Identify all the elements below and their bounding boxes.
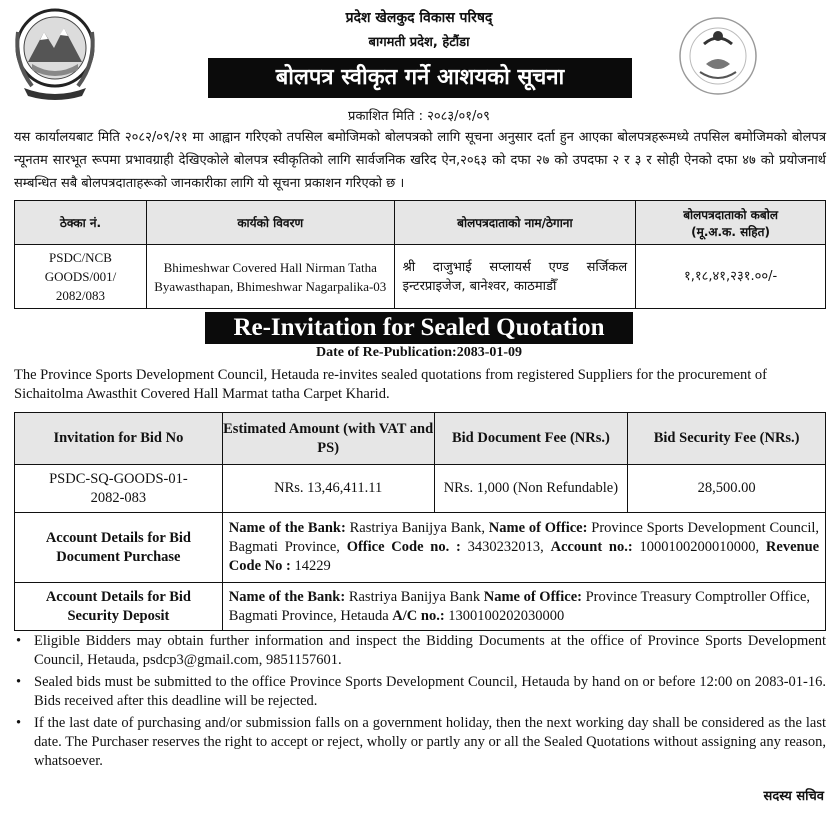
table-row	[15, 245, 826, 309]
office-value: Province Treasury Comptroller Office, Bagmati Province, Hetauda	[228, 588, 811, 624]
account-security-label: Account Details for Bid Security Deposit	[15, 583, 223, 631]
bullet-icon: •	[16, 633, 22, 649]
account-label: Account no.:	[550, 539, 633, 555]
office-label: Name of Office:	[488, 520, 588, 536]
signature: सदस्य सचिव	[763, 789, 824, 804]
account-security-details	[222, 583, 825, 631]
header-estimated: Estimated Amount (with VAT and PS)	[222, 413, 434, 465]
office-value: Province Sports Development Council, Bagmati Province,	[228, 520, 819, 555]
bullet-icon: •	[16, 715, 22, 731]
table-row	[15, 513, 826, 583]
account-value: 1000100200010000,	[639, 539, 760, 555]
table-row	[15, 465, 826, 513]
office-code-value: 3430232013,	[467, 539, 544, 555]
bid-table-header	[15, 413, 826, 465]
office-address: बागमती प्रदेश, हेटौंडा	[368, 35, 470, 50]
english-intro: The Province Sports Development Council, Hetauda re-invites sealed quotations from registered Suppliers for the procurement of Sichaitolma Awasthit Covered Hall Marmat tatha Carpet Kharid.	[14, 367, 767, 402]
bank-label: Name of the Bank:	[228, 520, 346, 536]
bullet-icon: •	[16, 674, 22, 690]
header-amount	[636, 201, 826, 245]
bid-no-cell: PSDC-SQ-GOODS-01-2082-083	[15, 465, 223, 513]
ac-label: A/C no.:	[392, 607, 445, 624]
bank-label: Name of the Bank:	[228, 588, 346, 605]
republication-date: Date of Re-Publication:2083-01-09	[315, 345, 523, 360]
doc-fee-cell: NRs. 1,000 (Non Refundable)	[434, 465, 628, 513]
header-security-fee: Bid Security Fee (NRs.)	[628, 413, 826, 465]
ac-value: 1300100202030000	[448, 607, 565, 624]
header-bidder: बोलपत्रदाताको नाम/ठेगाना	[394, 201, 636, 245]
estimated-cell: NRs. 13,46,411.11	[222, 465, 434, 513]
award-table-header	[15, 201, 826, 245]
account-purchase-details	[222, 513, 825, 583]
bidder-cell: श्री दाजुभाई सप्लायर्स एण्ड सर्जिकल इन्टरप्राइजेज, बानेश्वर, काठमाडौँ	[394, 245, 636, 309]
award-table	[14, 200, 826, 309]
bullet-text: Sealed bids must be submitted to the office Province Sports Development Council, Hetauda by hand on or before 12:00 on 2083-01-16. Bids received after this deadline will be rejected.	[34, 674, 826, 709]
header-description: कार्यको विवरण	[146, 201, 394, 245]
list-item	[14, 632, 826, 670]
office-label: Name of Office:	[483, 588, 582, 605]
security-fee-cell: 28,500.00	[628, 465, 826, 513]
header-amount-line1: बोलपत्रदाताको कबोल	[683, 207, 778, 222]
contract-no-cell: PSDC/NCB GOODS/001/ 2082/083	[15, 245, 147, 309]
account-purchase-label: Account Details for Bid Document Purchase	[15, 513, 223, 583]
bullet-list	[14, 632, 826, 774]
bullet-text: Eligible Bidders may obtain further information and inspect the Bidding Documents at the office of Province Sports Development Council, Hetauda, psdcp3@gmail.com, 9851157601.	[34, 633, 826, 668]
list-item	[14, 673, 826, 711]
revenue-label: Revenue Code No :	[228, 539, 820, 574]
notice-title-english: Re-Invitation for Sealed Quotation	[205, 312, 633, 344]
revenue-value: 14229	[294, 558, 331, 574]
office-name: प्रदेश खेलकुद विकास परिषद्	[345, 10, 493, 26]
table-row	[15, 583, 826, 631]
header-contract-no: ठेक्का नं.	[15, 201, 147, 245]
bank-value: Rastriya Banijya Bank	[348, 588, 481, 605]
header-amount-line2: (मू.अ.क. सहित)	[691, 224, 770, 239]
bullet-text: If the last date of purchasing and/or submission falls on a government holiday, then the next working day shall be considered as the last date. The Purchaser reserves the right to accept or reject, wholly or partly any or all the Sealed Quotations without assigning any reason, whatsoever.	[34, 715, 826, 769]
nepali-paragraph: यस कार्यालयबाट मिति २०८२/०९/२१ मा आह्वान गरिएको तपसिल बमोजिमको बोलपत्रको लागि सूचना अनुसार दर्ता हुन आएका बोलपत्रहरूमध्ये तपसिल बमोजिमको बोलपत्र न्यूनतम सारभूत रूपमा प्रभावग्राही देखिएकोले बोलपत्र स्वीकृतिको लागि सार्वजनिक खरिद ऐन,२०६३ को दफा २७ को उपदफा २ र ३ र सोही ऐनको दफा ४७ को प्रयोजनार्थ सम्बन्धित सबै बोलपत्रदाताहरूको जानकारीका लागि यो सूचना प्रकाशन गरिएको छ ।	[14, 130, 826, 191]
bank-value: Rastriya Banijya Bank,	[349, 520, 485, 536]
bid-table	[14, 412, 826, 631]
header-doc-fee: Bid Document Fee (NRs.)	[434, 413, 628, 465]
published-date: प्रकाशित मिति : २०८३/०१/०९	[348, 109, 490, 124]
header-bid-no: Invitation for Bid No	[15, 413, 223, 465]
office-code-label: Office Code no. :	[346, 539, 461, 555]
list-item	[14, 714, 826, 771]
notice-title-nepali: बोलपत्र स्वीकृत गर्ने आशयको सूचना	[208, 58, 632, 98]
amount-cell: १,१८,४१,२३१.००/-	[636, 245, 826, 309]
description-cell: Bhimeshwar Covered Hall Nirman Tatha Byawasthapan, Bhimeshwar Nagarpalika-03	[146, 245, 394, 309]
